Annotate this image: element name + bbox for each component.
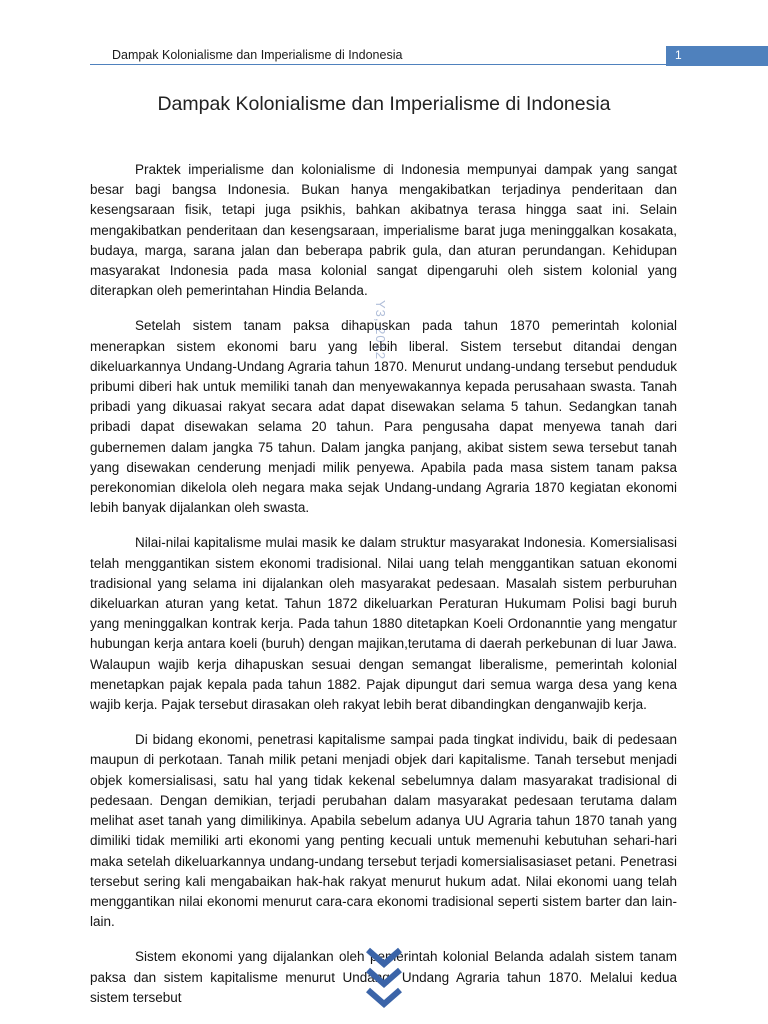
running-header: [0, 46, 768, 68]
scroll-down-button[interactable]: [364, 944, 404, 1012]
paragraph: Sistem ekonomi yang dijalankan oleh pemerintah kolonial Belanda adalah sistem tanam paksa dan sistem kapitalisme menurut Undang- Undang Agraria tahun 1870. Melalui kedua sistem tersebut: [90, 949, 677, 1005]
page-number: 1: [675, 48, 682, 62]
page-number-tab: [666, 46, 768, 66]
triple-chevron-down-icon: [364, 944, 404, 1012]
running-header-title: Dampak Kolonialisme dan Imperialisme di Indonesia: [112, 48, 403, 62]
paragraph: Di bidang ekonomi, penetrasi kapitalisme sampai pada tingkat individu, baik di pedesaan maupun di perkotaan. Tanah milik petani menjadi objek dari kapitalisme. Tanah tersebut menjadi objek komersialisasi, satu hal yang tidak kekenal sebelumnya dalam masyarakat tradisional di pedesaan. Dengan demikian, terjadi perubahan dalam masyarakat pedesaan terutama dalam melihat aset tanah yang dimilikinya. Apabila sebelum adanya UU Agraria tahun 1870 tanah yang dimiliki tidak memiliki arti ekonomi yang penting kecuali untuk memenuhi kebutuhan sehari-hari maka setelah dikeluarkannya undang-undang tersebut terjadi komersialisasiaset petani. Penetrasi tersebut sering kali mengabaikan hak-hak rakyat menurut hukum adat. Nilai ekonomi uang telah menggantikan nilai ekonomi menurut cara-cara ekonomi tradisional seperti sistem barter dan lain-lain.: [90, 732, 677, 930]
paragraph: Nilai-nilai kapitalisme mulai masik ke dalam struktur masyarakat Indonesia. Komersialisasi telah menggantikan sistem ekonomi tradisional. Nilai uang telah menggantikan satuan ekonomi tradisional yang selama ini dijalankan oleh masyarakat pedesaan. Masalah sistem perburuhan dikeluarkan aturan yang ketat. Tahun 1872 dikeluarkan Peraturan Hukumam Polisi bagi buruh yang meninggalkan kontrak kerja. Pada tahun 1880 ditetapkan Koeli Ordonanntie yang mengatur hubungan kerja antara koeli (buruh) dengan majikan,terutama di daerah perkebunan di luar Jawa. Walaupun wajib kerja dihapuskan sesuai dengan semangat liberalisme, pemerintah kolonial menetapkan pajak kepala pada tahun 1882. Pajak dipungut dari semua warga desa yang kena wajib kerja. Pajak tersebut dirasakan oleh rakyat lebih berat dibandingkan denganwajib kerja.: [90, 535, 677, 713]
header-rule: [90, 64, 666, 65]
paragraph: Praktek imperialisme dan kolonialisme di Indonesia mempunyai dampak yang sangat besar bagi bangsa Indonesia. Bukan hanya mengakibatkan terjadinya penderitaan dan kesengsaraan fisik, tetapi juga psikhis, bahkan akibatnya terasa hingga saat ini. Selain mengakibatkan penderitaan dan kesengsaraan, imperialisme barat juga meninggalkan kosakata, budaya, marga, sarana jalan dan beberapa pabrik gula, dan aturan perundangan. Kehidupan masyarakat Indonesia pada masa kolonial sangat dipengaruhi oleh sistem kolonial yang diterapkan oleh pemerintahan Hindia Belanda.: [90, 162, 677, 299]
paragraph: Setelah sistem tanam paksa dihapuskan pada tahun 1870 pemerintah kolonial menerapkan sistem ekonomi baru yang lebih liberal. Sistem tersebut ditandai dengan dikeluarkannya Undang-Undang Agraria tahun 1870. Menurut undang-undang tersebut penduduk pribumi diberi hak untuk memiliki tanah dan menyewakannya kepada perusahaan swasta. Tanah pribadi yang dikuasai rakyat secara adat dapat disewakan selama 5 tahun. Sedangkan tanah pribadi dapat disewakan selama 20 tahun. Para pengusaha dapat menyewa tanah dari gubernemen dalam jangka 75 tahun. Dalam jangka panjang, akibat sistem sewa tersebut tanah yang disewakan cenderung menjadi milik penyewa. Apabila pada masa sistem tanam paksa perekonomian dikelola oleh negara maka sejak Undang-undang Agraria 1870 kegiatan ekonomi lebih banyak dijalankan oleh swasta.: [90, 318, 677, 516]
watermark-text: Y3, 2012: [373, 300, 388, 361]
document-body: [90, 160, 677, 1023]
document-title: Dampak Kolonialisme dan Imperialisme di Indonesia: [157, 93, 611, 115]
